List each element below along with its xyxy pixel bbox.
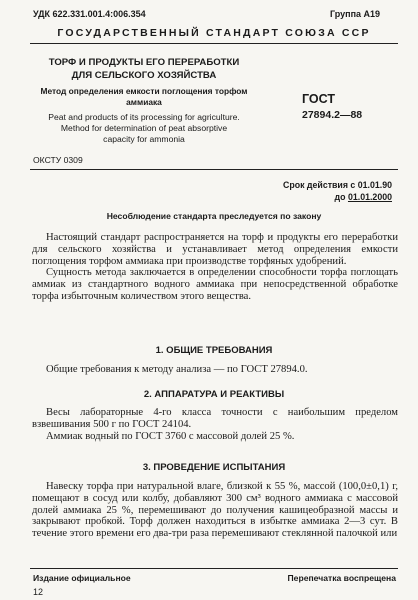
section-3-text xyxy=(32,481,398,540)
official-edition: Издание официальное xyxy=(33,573,131,583)
section-2-text xyxy=(32,407,398,442)
okstu-code: ОКСТУ 0309 xyxy=(33,155,83,165)
validity-end xyxy=(335,192,392,202)
title-rule xyxy=(30,169,398,170)
header-rule xyxy=(30,43,398,44)
subtitle-line-2: аммиака xyxy=(126,97,162,107)
title-line-1: ТОРФ И ПРОДУКТЫ ЕГО ПЕРЕРАБОТКИ xyxy=(48,57,240,68)
validity-end-date: 01.01.2000 xyxy=(347,192,392,202)
english-title-line-2: Method for determination of peat absorptive xyxy=(60,123,228,133)
legal-notice: Несоблюдение стандарта преследуется по закону xyxy=(106,211,322,221)
section-2-heading: 2. АППАРАТУРА И РЕАКТИВЫ xyxy=(143,389,285,400)
english-title-line-3: capacity for ammonia xyxy=(103,134,185,144)
reprint-prohibited: Перепечатка воспрещена xyxy=(287,573,396,583)
udc-code: УДК 622.331.001.4:006.354 xyxy=(33,9,146,19)
section-2-paragraph-2: Аммиак водный по ГОСТ 3760 с массовой долей 25 %. xyxy=(46,430,295,442)
intro-paragraph-2: Сущность метода заключается в определении способности торфа поглощать аммиак из стандартного водного аммиака при непосредственной обработке торфа избыточным количеством этого вещества. xyxy=(32,267,398,302)
section-2-paragraph-1: Весы лабораторные 4-го класса точности с наибольшим пределом взвешивания 500 г по ГОСТ 24104. xyxy=(32,407,398,430)
intro-text xyxy=(32,232,398,303)
validity-start: Срок действия с 01.01.90 xyxy=(282,180,392,190)
section-1-paragraph: Общие требования к методу анализа — по ГОСТ 27894.0. xyxy=(46,364,308,375)
section-3-paragraph: Навеску торфа при натуральной влаге, близкой к 55 %, массой (100,0±0,1) г, помещают в сосуд или колбу, добавляют 300 см³ водного аммиака с массовой долей аммиака 25 %, перемешивают до получения кашицеобразной массы и закрывают пробкой. Торф должен находиться в избытке аммиака 2—3 сут. В течение этого времени его два-три раза перемешивают стеклянной палочкой или xyxy=(32,481,398,540)
subtitle-line-1: Метод определения емкости поглощения торфом xyxy=(40,86,248,96)
footer-rule xyxy=(30,568,398,569)
standard-banner: ГОСУДАРСТВЕННЫЙ СТАНДАРТ СОЮЗА ССР xyxy=(57,27,371,39)
gost-number: 27894.2—88 xyxy=(302,109,363,121)
gost-label: ГОСТ xyxy=(302,92,335,106)
page-number: 12 xyxy=(33,587,44,597)
group-code: Группа А19 xyxy=(330,9,381,19)
title-line-2: ДЛЯ СЕЛЬСКОГО ХОЗЯЙСТВА xyxy=(71,70,217,81)
validity-end-prefix: до xyxy=(334,192,346,202)
intro-paragraph-1: Настоящий стандарт распространяется на торф и продукты его переработки для сельского хозяйства и устанавливает метод определения емкости поглощения торфом аммиака при производстве торфяных удобрений. xyxy=(32,232,398,267)
section-1-heading: 1. ОБЩИЕ ТРЕБОВАНИЯ xyxy=(155,345,273,356)
section-1-text xyxy=(32,364,398,376)
section-3-heading: 3. ПРОВЕДЕНИЕ ИСПЫТАНИЯ xyxy=(142,462,286,473)
english-title-line-1: Peat and products of its processing for agriculture. xyxy=(48,112,240,122)
